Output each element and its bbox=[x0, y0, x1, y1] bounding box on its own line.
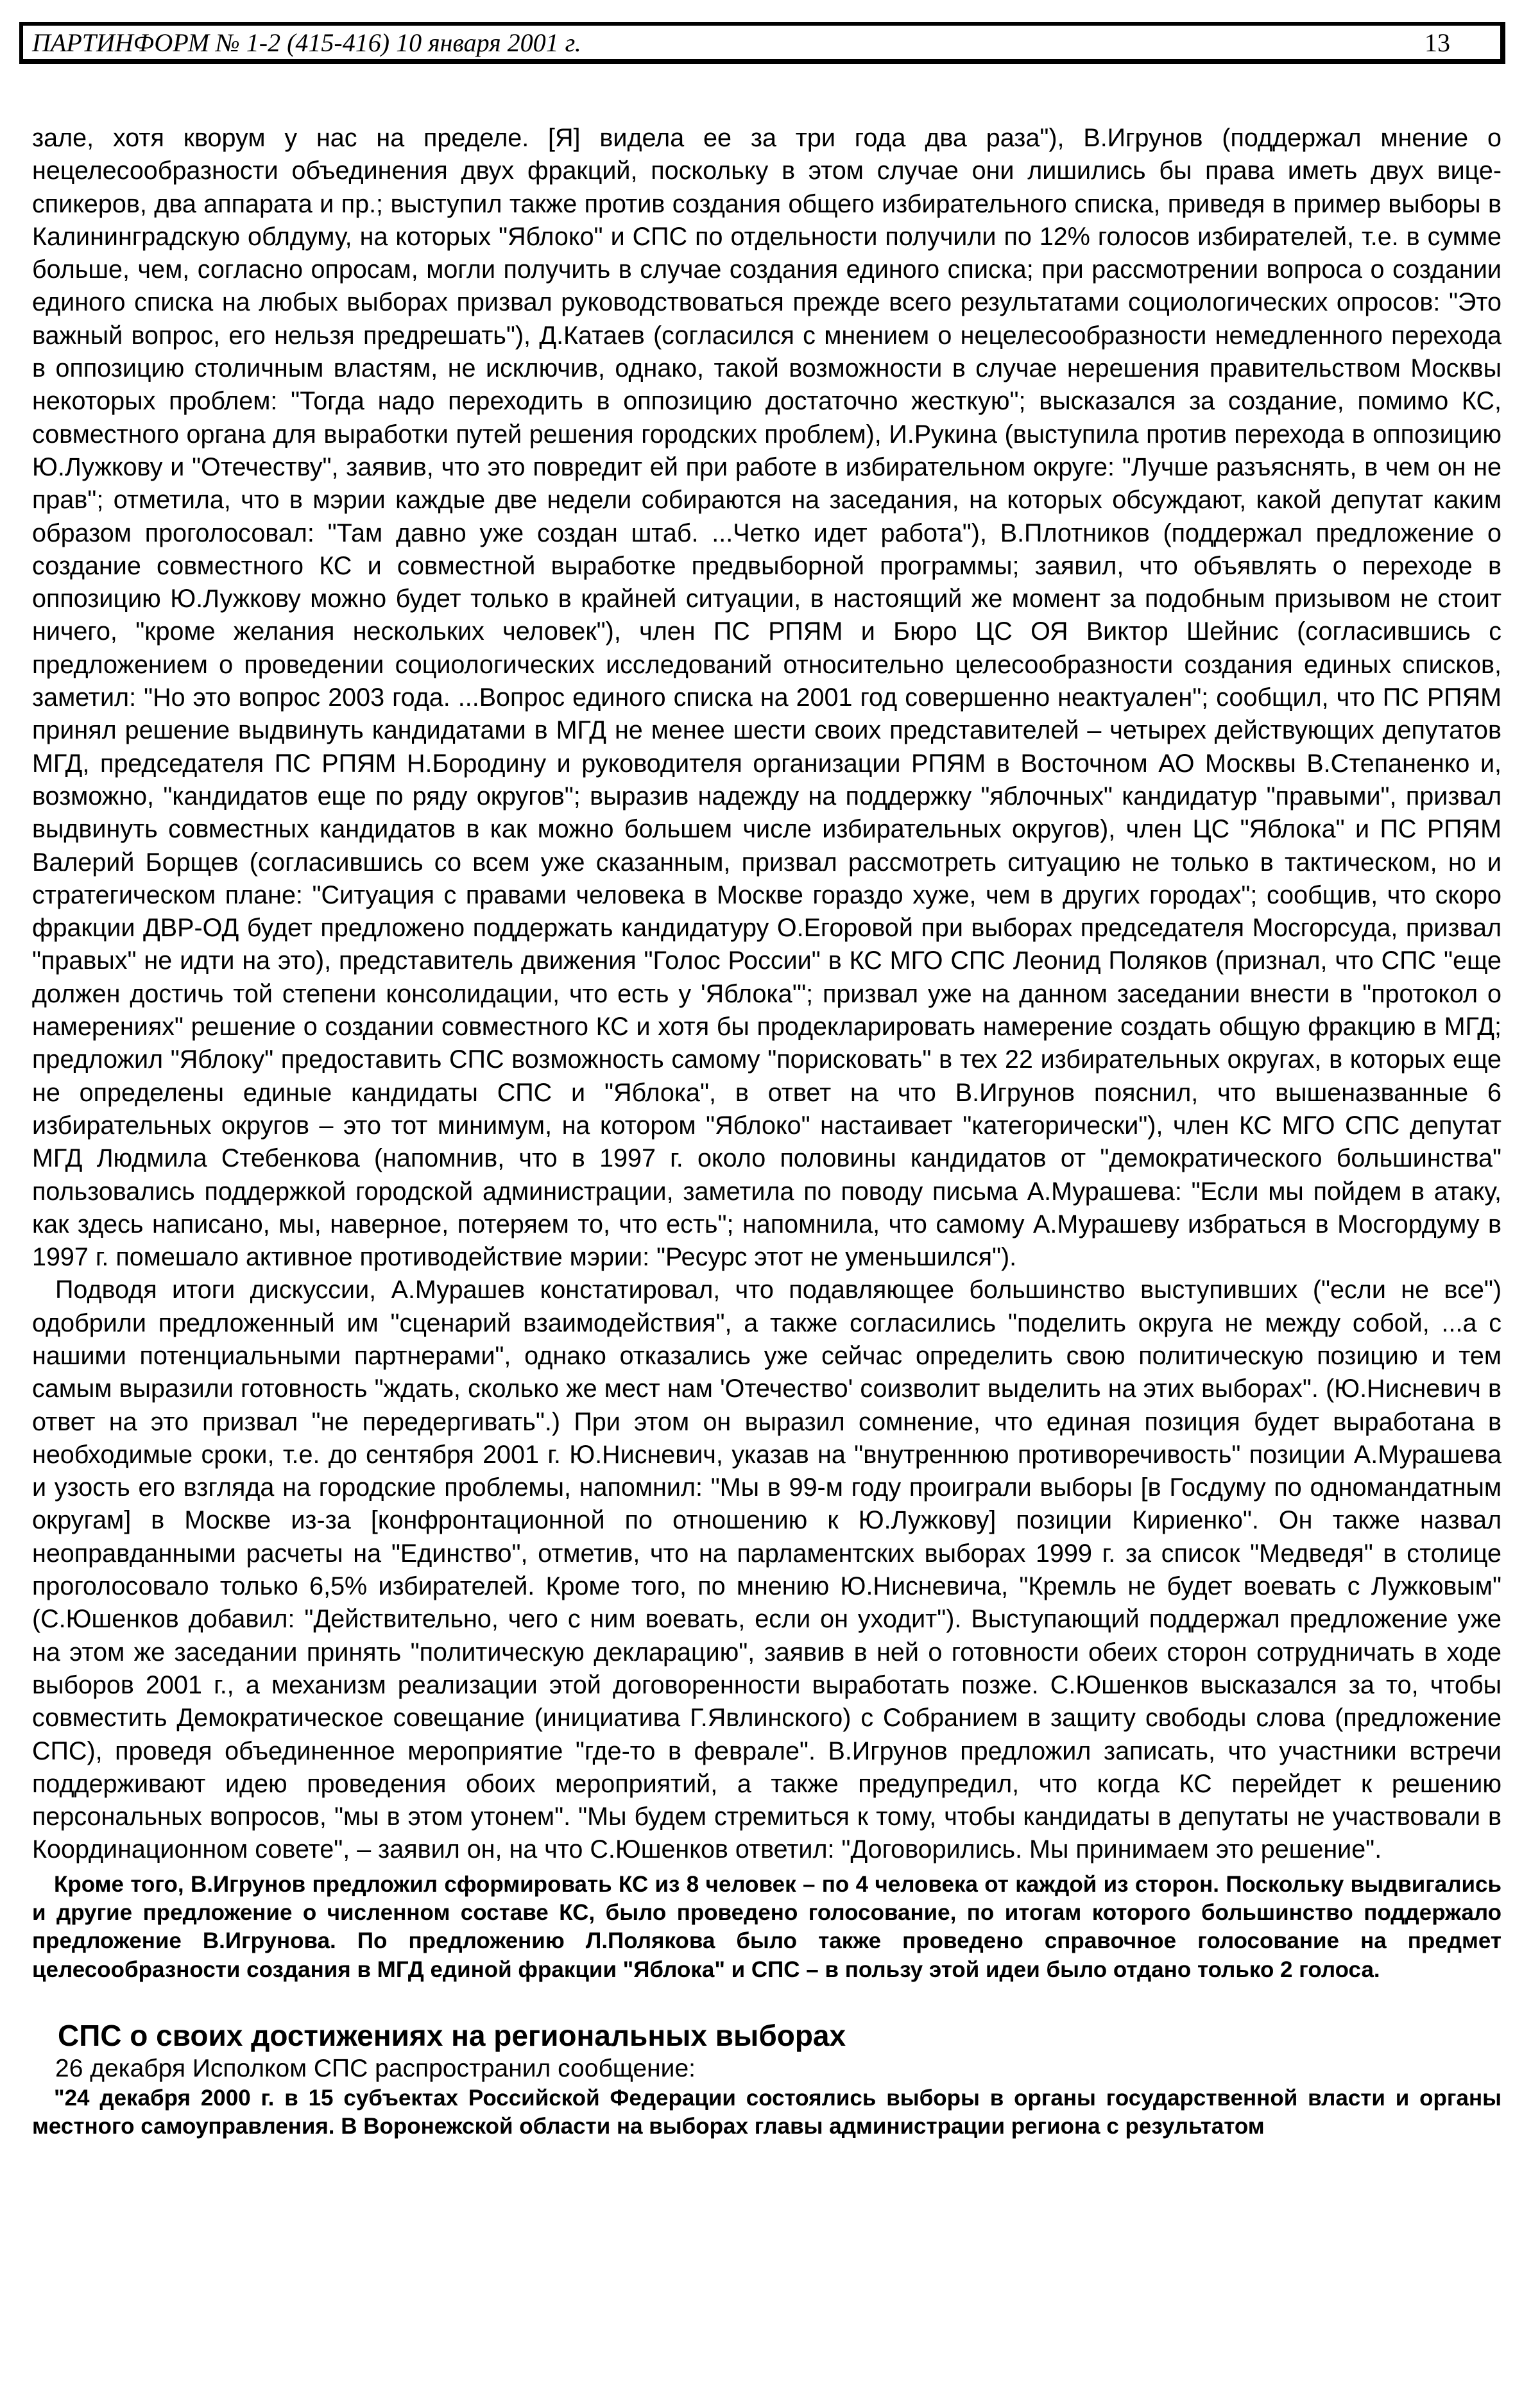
page-number: 13 bbox=[1425, 28, 1450, 57]
article-paragraph-2: Подводя итоги дискуссии, А.Мурашев констатировал, что подавляющее большинство выступивших ("если не все") одобрили предложенный им "сценарий взаимодействия", а также согласились "поделить округа не между собой, ...а с нашими потенциальными партнерами", однако отказались уже сейчас определить свою политическую позицию и тем самым выразили готовность "ждать, сколько же мест нам 'Отечество' соизволит выделить на этих выборах". (Ю.Нисневич в ответ на это призвал "не передергивать".) При этом он выразил сомнение, что единая позиция будет выработана в необходимые сроки, т.е. до сентября 2001 г. Ю.Нисневич, указав на "внутреннюю противоречивость" позиции А.Мурашева и узость его взгляда на городские проблемы, напомнил: "Мы в 99-м году проиграли выборы [в Госдуму по одномандатным округам] в Москве из-за [конфронтационной по отношению к Ю.Лужкову] позиции Кириенко". Он также назвал неоправданными расчеты на "Единство", отметив, что на парламентских выборах 1999 г. за список "Медведя" в столице проголосовало только 6,5% избирателей. Кроме того, по мнению Ю.Нисневича, "Кремль не будет воевать с Лужковым" (С.Юшенков добавил: "Действительно, чего с ним воевать, если он уходит"). Выступающий поддержал предложение уже на этом же заседании принять "политическую декларацию", заявив в ней о готовности обеих сторон сотрудничать в ходе выборов 2001 г., а механизм реализации этой договоренности выработать позже. С.Юшенков высказался за то, чтобы совместить Демократическое совещание (инициатива Г.Явлинского) с Собранием в защиту свободы слова (предложение СПС), проведя объединенное мероприятие "где-то в феврале". В.Игрунов предложил записать, что участники встречи поддерживают идею проведения обоих мероприятий, а также предупредил, что когда КС перейдет к решению персональных вопросов, "мы в этом утонем". "Мы будем стремиться к тому, чтобы кандидаты в депутаты не участвовали в Координационном совете", – заявил он, на что С.Юшенков ответил: "Договорились. Мы принимаем это решение". bbox=[32, 1276, 1502, 1864]
article-paragraph-bold: Кроме того, В.Игрунов предложил сформировать КС из 8 человек – по 4 человека от каждой из сторон. Поскольку выдвигались и другие предложение о численном составе КС, было проведено голосование, по итогам которого большинство поддержало предложение В.Игрунова. По предложению Л.Полякова было также проведено справочное голосование на предмет целесообразности создания в МГД единой фракции "Яблока" и СПС – в пользу этой идеи было отдано только 2 голоса. bbox=[32, 1871, 1502, 1982]
article-paragraph-1: зале, хотя кворум у нас на пределе. [Я] видела ее за три года два раза"), В.Игрунов (поддержал мнение о нецелесообразности объединения двух фракций, поскольку в этом случае они лишились бы права иметь двух вице-спикеров, два аппарата и пр.; выступил также против создания общего избирательного списка, приведя в пример выборы в Калининградскую облдуму, на которых "Яблоко" и СПС по отдельности получили по 12% голосов избирателей, т.е. в сумме больше, чем, согласно опросам, могли получить в случае создания единого списка; при рассмотрении вопроса о создании единого списка на любых выборах призвал руководствоваться прежде всего результатами социологических опросов: "Это важный вопрос, его нельзя предрешать"), Д.Катаев (согласился с мнением о нецелесообразности немедленного перехода в оппозицию столичным властям, не исключив, однако, такой возможности в случае нерешения правительством Москвы некоторых проблем: "Тогда надо переходить в оппозицию достаточно жесткую"; высказался за создание, помимо КС, совместного органа для выработки путей решения городских проблем), И.Рукина (выступила против перехода в оппозицию Ю.Лужкову и "Отечеству", заявив, что это повредит ей при работе в избирательном округе: "Лучше разъяснять, в чем он не прав"; отметила, что в мэрии каждые две недели собираются на заседания, на которых обсуждают, какой депутат каким образом проголосовал: "Там давно уже создан штаб. ...Четко идет работа"), В.Плотников (поддержал предложение о создание совместного КС и совместной выработке предвыборной программы; заявил, что объявлять о переходе в оппозицию Ю.Лужкову можно будет только в крайней ситуации, в настоящий же момент за подобным призывом не стоит ничего, "кроме желания нескольких человек"), член ПС РПЯМ и Бюро ЦС ОЯ Виктор Шейнис (согласившись с предложением о проведении социологических исследований относительно целесообразности создания единых списков, заметил: "Но это вопрос 2003 года. ...Вопрос единого списка на 2001 год совершенно неактуален"; сообщил, что ПС РПЯМ принял решение выдвинуть кандидатами в МГД не менее шести своих представителей – четырех действующих депутатов МГД, председателя ПС РПЯМ Н.Бородину и руководителя организации РПЯМ в Восточном АО Москвы В.Степаненко и, возможно, "кандидатов еще по ряду округов"; выразив надежду на поддержку "яблочных" кандидатур "правыми", призвал выдвинуть совместных кандидатов в как можно большем числе избирательных округов), член ЦС "Яблока" и ПС РПЯМ Валерий Борщев (согласившись со всем уже сказанным, призвал рассмотреть ситуацию не только в тактическом, но и стратегическом плане: "Ситуация с правами человека в Москве гораздо хуже, чем в других городах"; сообщив, что скоро фракции ДВР-ОД будет предложено поддержать кандидатуру О.Егоровой при выборах председателя Мосгорсуда, призвал "правых" не идти на это), представитель движения "Голос России" в КС МГО СПС Леонид Поляков (признал, что СПС "еще должен достичь той степени консолидации, что есть у 'Яблока'"; призвал уже на данном заседании внести в "протокол о намерениях" решение о создании совместного КС и хотя бы продекларировать намерение создать общую фракцию в МГД; предложил "Яблоку" предоставить СПС возможность самому "порисковать" в тех 22 избирательных округах, в которых еще не определены единые кандидаты СПС и "Яблока", в ответ на что В.Игрунов пояснил, что вышеназванные 6 избирательных округов – это тот минимум, на котором "Яблоко" настаивает "категорически"), член КС МГО СПС депутат МГД Людмила Стебенкова (напомнив, что в 1997 г. около половины кандидатов от "демократического большинства" пользовались поддержкой городской администрации, заметила по поводу письма А.Мурашева: "Если мы пойдем в атаку, как здесь написано, мы, наверное, потеряем то, что есть"; напомнила, что самому А.Мурашеву избраться в Мосгордуму в 1997 г. помешало активное противодействие мэрии: "Ресурс этот не уменьшился"). bbox=[32, 124, 1502, 1272]
page-header bbox=[19, 22, 1505, 64]
publication-title: ПАРТИНФОРМ № 1-2 (415-416) 10 января 2001 г. bbox=[32, 28, 581, 57]
section-quote: "24 декабря 2000 г. в 15 субъектах Российской Федерации состоялись выборы в органы государственной власти и органы местного самоуправления. В Воронежской области на выборах главы администрации региона с результатом bbox=[32, 2085, 1502, 2139]
section-heading: СПС о своих достижениях на региональных выборах bbox=[58, 2018, 846, 2052]
section-intro: 26 декабря Исполком СПС распространил сообщение: bbox=[55, 2054, 696, 2082]
article-body bbox=[32, 122, 1502, 2141]
